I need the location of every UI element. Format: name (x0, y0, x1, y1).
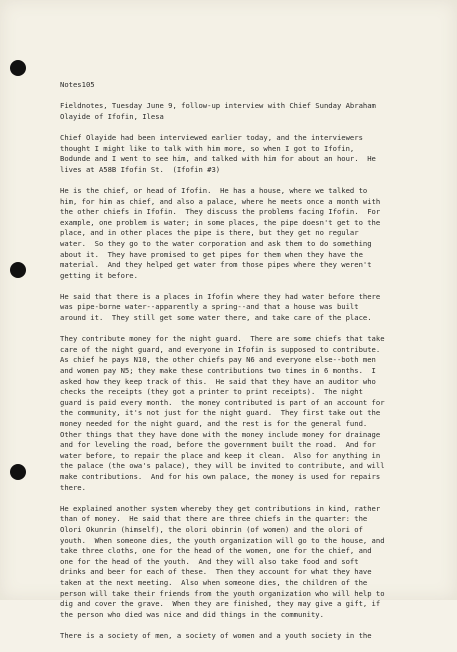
paragraph (60, 334, 452, 493)
text-line: example, one problem is water; in some places, the pipe doesn't get to the (60, 217, 381, 227)
text-line: He said that there is a places in Ifofin where they had water before there (60, 291, 381, 301)
punch-hole (10, 262, 26, 278)
punch-hole (10, 464, 26, 480)
text-line: As chief he pays N10, the other chiefs pay N6 and everyone else--both men (60, 355, 376, 365)
document-heading (60, 101, 452, 122)
paragraph (60, 504, 452, 621)
text-line: There is a society of men, a society of women and a youth society in the (60, 630, 372, 640)
text-line: Chief Olayide had been interviewed earlier today, and the interviewers (60, 132, 363, 142)
text-line: lives at A58B Ifofin St. (Ifofin #3) (60, 164, 221, 174)
text-line: dig and cover the grave. When they are finished, they may give a gift, if (60, 599, 381, 609)
text-line: the person who died was nice and did things in the community. (60, 609, 324, 619)
text-line: than of money. He said that there are three chiefs in the quarter: the (60, 514, 368, 524)
paragraph (60, 186, 452, 281)
paragraph (60, 292, 452, 324)
text-line: checks the receipts (they got a printer to print receipts). The night (60, 387, 363, 397)
text-line: was pipe-borne water--apparently a spring--and that a house was built (60, 302, 359, 312)
heading-line: Olayide of Ifofin, Ilesa (60, 111, 164, 121)
document-body (60, 80, 452, 652)
text-line: take three cloths, one for the head of the women, one for the chief, and (60, 546, 372, 556)
text-line: and for leveling the road, before the government built the road. And for (60, 440, 376, 450)
text-line: him, for him as chief, and also a palace, where he meets once a month with (60, 196, 381, 206)
text-line: He explained another system whereby they get contributions in kind, rather (60, 503, 381, 513)
text-line: Other things that they have done with the money include money for drainage (60, 429, 381, 439)
text-line: place, and in other places the pipe is there, but they get no regular (60, 228, 359, 238)
text-line: there. (60, 482, 86, 492)
text-line: water before, to repair the place and keep it clean. Also for anything in (60, 450, 381, 460)
text-line: money needed for the night guard, and the rest is for the general fund. (60, 419, 368, 428)
text-line: thought I might like to talk with him more, so when I got to Ifofin, (60, 143, 355, 153)
text-line: make contributions. And for his own palace, the money is used for repairs (60, 471, 381, 481)
punch-hole (10, 60, 26, 76)
text-line: water. So they go to the water corporation and ask them to do something (60, 238, 372, 248)
text-line: He is the chief, or head of Ifofin. He has a house, where we talked to (60, 185, 368, 195)
text-line: one for the head of the youth. And they will also take food and soft (60, 556, 359, 566)
paragraph (60, 631, 452, 642)
text-line: taken at the next meeting. Also when someone dies, the children of the (60, 577, 368, 587)
text-line: the community, it's not just for the night guard. They first take out the (60, 408, 381, 418)
text-line: They contribute money for the night guard. There are some chiefs that take (60, 334, 385, 344)
text-line: the palace (the owa's palace), they will be invited to contribute, and will (60, 461, 385, 471)
paragraph (60, 133, 452, 175)
text-line: drinks and beer for each of these. Then they account for what they have (60, 567, 372, 577)
text-line: guard is paid every month. the money contributed is part of an account for (60, 397, 385, 407)
text-line: and women pay N5; they make these contributions two times in 6 months. I (60, 366, 376, 376)
text-line: Olori Okunrin (himself), the olori obinrin (of women) and the olori of (60, 524, 363, 534)
text-line: person will take their friends from the youth organization who will help to (60, 588, 385, 598)
heading-line: Fieldnotes, Tuesday June 9, follow-up interview with Chief Sunday Abraham (60, 101, 376, 111)
text-line: asked how they keep track of this. He said that they have an auditor who (60, 376, 376, 386)
text-line: Bodunde and I went to see him, and talked with him for about an hour. He (60, 154, 376, 164)
text-line: the other chiefs in Ifofin. They discuss the problems facing Ifofin. For (60, 207, 381, 217)
text-line: about it. They have promised to get pipes for them when they have the (60, 249, 363, 259)
text-line: youth. When someone dies, the youth organization will go to the house, and (60, 535, 385, 545)
text-line: material. And they helped get water from those pipes where they weren't (60, 260, 372, 270)
text-line: getting it before. (60, 270, 138, 280)
text-line: around it. They still get some water there, and take care of the place. (60, 313, 372, 323)
text-line: care of the night guard, and everyone in Ifofin is supposed to contribute. (60, 344, 381, 354)
document-id: Notes105 (60, 80, 95, 89)
